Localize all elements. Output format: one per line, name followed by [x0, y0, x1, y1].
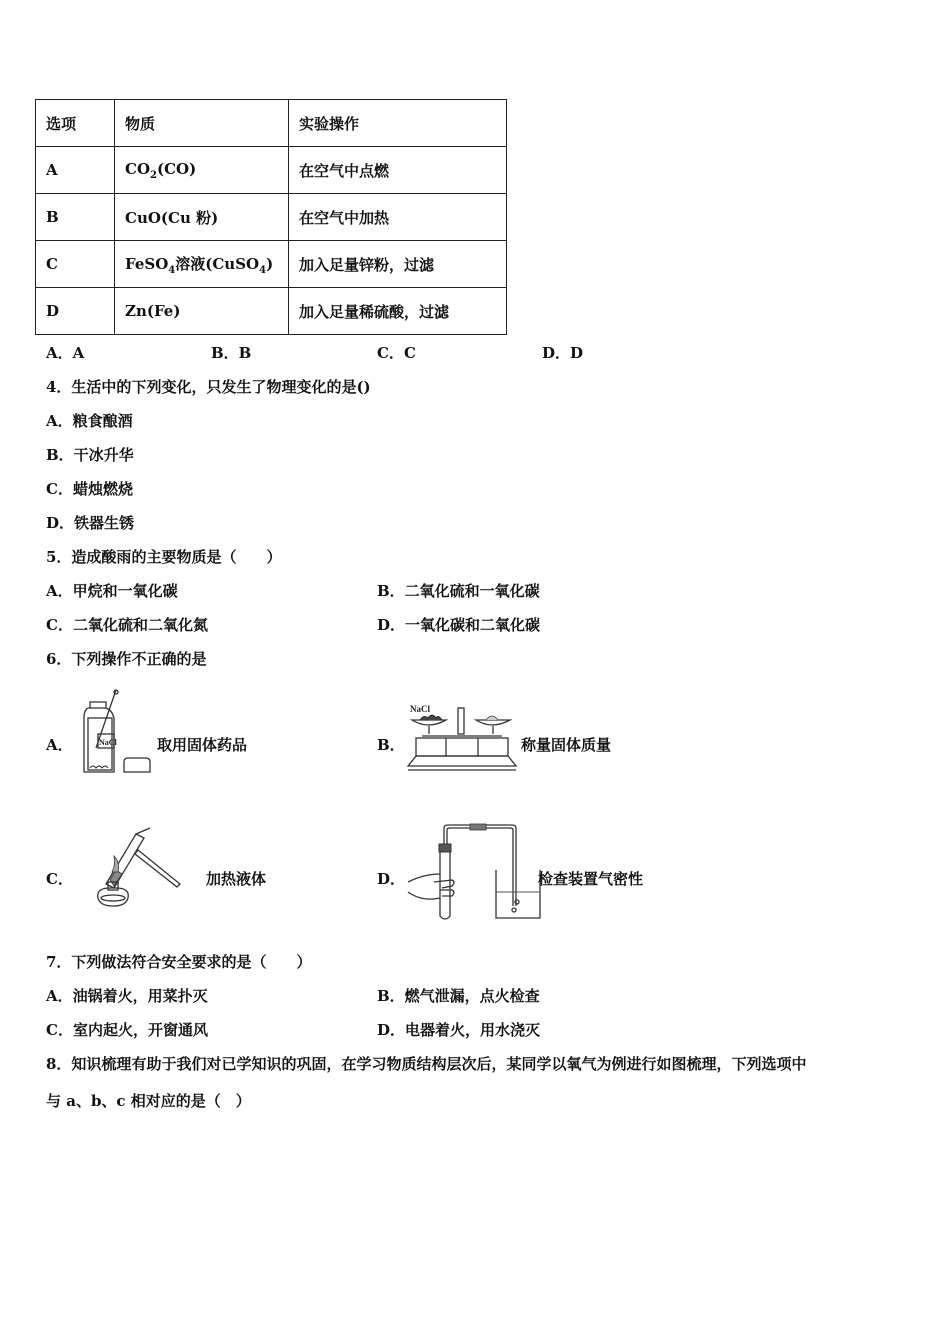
- table-cell-option: B: [36, 194, 115, 241]
- q6-option-d-caption: 检查装置气密性: [538, 870, 644, 888]
- table-row: [36, 194, 507, 241]
- heating-illustration: [92, 826, 188, 912]
- q6-option-d-letter[interactable]: D．: [377, 870, 406, 888]
- q7-stem: 7．下列做法符合安全要求的是（ ）: [46, 953, 312, 971]
- q4-stem: 4．生活中的下列变化，只发生了物理变化的是(): [46, 378, 371, 396]
- q5-stem: 5．造成酸雨的主要物质是（ ）: [46, 548, 282, 566]
- airtightness-illustration: [404, 822, 544, 922]
- q4-option-d[interactable]: D．铁器生锈: [46, 514, 135, 532]
- table-header-cell: 选项: [36, 100, 115, 147]
- q3-choice-b[interactable]: B．B: [211, 344, 252, 362]
- table-header-cell: 物质: [115, 100, 289, 147]
- q5-option-b[interactable]: B．二氧化硫和一氧化碳: [377, 582, 540, 600]
- q6-option-c-letter[interactable]: C．: [46, 870, 73, 888]
- q6-stem: 6．下列操作不正确的是: [46, 650, 207, 668]
- q5-option-d[interactable]: D．一氧化碳和二氧化碳: [377, 616, 541, 634]
- q7-option-d[interactable]: D．电器着火，用水浇灭: [377, 1021, 541, 1039]
- balance-label: NaCl: [410, 704, 430, 714]
- table-cell-substance: Zn(Fe): [115, 288, 289, 335]
- q7-option-b[interactable]: B．燃气泄漏，点火检查: [377, 987, 540, 1005]
- table-cell-option: C: [36, 241, 115, 288]
- table-header-row: [36, 100, 507, 147]
- table-cell-substance: FeSO$_4$溶液(CuSO$_4$): [115, 241, 289, 288]
- q6-option-b-caption: 称量固体质量: [521, 736, 612, 754]
- bottle-label: NaCl: [99, 738, 117, 747]
- table-cell-operation: 在空气中加热: [289, 194, 507, 241]
- table-row: [36, 241, 507, 288]
- table-cell-option: A: [36, 147, 115, 194]
- table-cell-operation: 加入足量稀硫酸，过滤: [289, 288, 507, 335]
- q3-choice-a[interactable]: A．A: [46, 344, 85, 362]
- options-table: [35, 99, 507, 335]
- q4-option-b[interactable]: B．干冰升华: [46, 446, 134, 464]
- q4-option-a[interactable]: A．粮食酿酒: [46, 412, 133, 430]
- q6-option-b-letter[interactable]: B．: [377, 736, 405, 754]
- q4-option-c[interactable]: C．蜡烛燃烧: [46, 480, 133, 498]
- table-cell-option: D: [36, 288, 115, 335]
- table-row: [36, 288, 507, 335]
- table-row: [36, 147, 507, 194]
- q5-option-c[interactable]: C．二氧化硫和二氧化氮: [46, 616, 208, 634]
- table-cell-operation: 在空气中点燃: [289, 147, 507, 194]
- q6-option-a-letter[interactable]: A．: [46, 736, 73, 754]
- table-cell-operation: 加入足量锌粉，过滤: [289, 241, 507, 288]
- q6-option-c-caption: 加热液体: [206, 870, 267, 888]
- table-header-cell: 实验操作: [289, 100, 507, 147]
- q5-option-a[interactable]: A．甲烷和一氧化碳: [46, 582, 178, 600]
- q3-choice-d[interactable]: D．D: [542, 344, 584, 362]
- q7-option-c[interactable]: C．室内起火，开窗通风: [46, 1021, 208, 1039]
- reagent-bottle-illustration: [76, 688, 156, 776]
- q8-stem-line2: 与 a、b、c 相对应的是（ ）: [46, 1092, 251, 1110]
- q7-option-a[interactable]: A．油锅着火，用菜扑灭: [46, 987, 208, 1005]
- q8-stem-line1: 8．知识梳理有助于我们对已学知识的巩固，在学习物质结构层次后，某同学以氧气为例进行如图梳理，下列选项中: [46, 1055, 807, 1073]
- table-cell-substance: $CO_2(CO)$: [115, 147, 289, 194]
- table-cell-substance: CuO(Cu 粉): [115, 194, 289, 241]
- balance-illustration: [406, 700, 518, 776]
- q6-option-a-caption: 取用固体药品: [157, 736, 248, 754]
- q3-choice-c[interactable]: C．C: [377, 344, 416, 362]
